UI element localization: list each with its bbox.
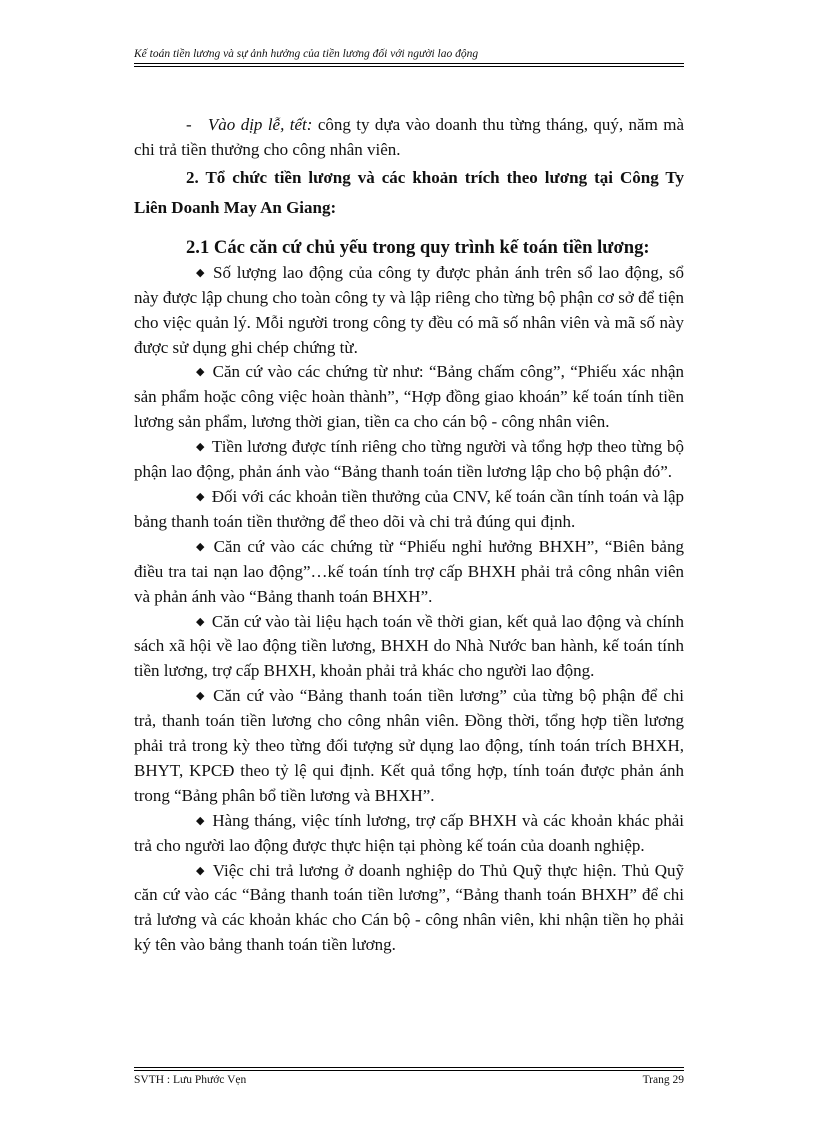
header-divider xyxy=(134,63,684,67)
diamond-bullet-icon: ◆ xyxy=(196,814,206,827)
diamond-bullet-icon: ◆ xyxy=(196,540,207,553)
bullet-text: Căn cứ vào tài liệu hạch toán về thời gian, kết quả lao động và chính sách xã hội về lao động tiền lương, BHXH do Nhà Nước ban hành, kế toán tính tiền lương, trợ cấp BHXH, khoản phải trả khác cho người lao động. xyxy=(134,611,684,681)
diamond-bullet-icon: ◆ xyxy=(196,441,205,454)
bullet-paragraph xyxy=(134,684,684,809)
intro-text: công ty dựa vào doanh thu từng tháng, quý, năm mà chi trả tiền thưởng cho công nhân viên. xyxy=(134,115,685,159)
diamond-bullet-icon: ◆ xyxy=(196,615,205,628)
intro-dash: - xyxy=(186,115,192,134)
running-header: Kế toán tiền lương và sự ảnh hưởng của tiền lương đối với người lao động xyxy=(134,48,479,60)
bullet-text: Việc chi trả lương ở doanh nghiệp do Thủ Quỹ thực hiện. Thủ Quỹ căn cứ vào các “Bảng thanh toán tiền lương”, “Bảng thanh toán BHXH” để chi trả lương và các khoản khác cho Cán bộ - công nhân viên, khi nhận tiền họ phải ký tên vào bảng thanh toán tiền lương. xyxy=(134,860,684,955)
bullet-text: Tiền lương được tính riêng cho từng người và tổng hợp theo từng bộ phận lao động, phản ánh vào “Bảng thanh toán tiền lương lập cho bộ phận đó”. xyxy=(134,437,684,482)
bullet-paragraph xyxy=(134,535,684,610)
diamond-bullet-icon: ◆ xyxy=(196,366,206,379)
bullet-paragraph xyxy=(134,809,684,859)
footer-divider xyxy=(134,1067,684,1071)
bullet-text: Căn cứ vào các chứng từ “Phiếu nghỉ hưởng BHXH”, “Biên bảng điều tra tai nạn lao động”…kế toán tính trợ cấp BHXH phải trả công nhân viên và phản ánh vào “Bảng thanh toán BHXH”. xyxy=(134,536,684,606)
footer-author: SVTH : Lưu Phước Vẹn xyxy=(134,1074,247,1086)
bullet-paragraph xyxy=(134,610,684,685)
diamond-bullet-icon: ◆ xyxy=(196,864,206,877)
intro-paragraph xyxy=(134,113,684,163)
section-2-heading: 2. Tổ chức tiền lương và các khoản trích theo lương tại Công Ty Liên Doanh May An Giang: xyxy=(134,167,684,217)
bullet-text: Căn cứ vào các chứng từ như: “Bảng chấm công”, “Phiếu xác nhận sản phẩm hoặc công việc hoàn thành”, “Hợp đồng giao khoán” kế toán tính tiền lương sản phẩm, lương thời gian, tiền ca cho cán bộ - công nhân viên. xyxy=(134,362,684,432)
bullet-paragraph xyxy=(134,859,684,959)
diamond-bullet-icon: ◆ xyxy=(196,490,205,503)
diamond-bullet-icon: ◆ xyxy=(196,266,206,279)
page-body xyxy=(134,113,684,958)
page-number: Trang 29 xyxy=(642,1074,684,1086)
diamond-bullet-icon: ◆ xyxy=(196,690,207,703)
bullet-paragraph xyxy=(134,485,684,535)
bullet-text: Số lượng lao động của công ty được phản ánh trên sổ lao động, sổ này được lập chung cho toàn công ty và lập riêng cho từng bộ phận cơ sở để tiện cho việc quản lý. Mỗi người trong công ty đều có mã số nhân viên và mã số này được sử dụng ghi chép chứng từ. xyxy=(134,262,684,357)
bullet-text: Hàng tháng, việc tính lương, trợ cấp BHXH và các khoản khác phải trả cho người lao động được thực hiện tại phòng kế toán của doanh nghiệp. xyxy=(134,810,684,855)
bullet-paragraph xyxy=(134,360,684,435)
bullet-paragraph xyxy=(134,435,684,485)
bullet-paragraph xyxy=(134,261,684,361)
intro-italic: Vào dịp lễ, tết: xyxy=(207,115,313,134)
bullet-text: Đối với các khoản tiền thưởng của CNV, kế toán cần tính toán và lập bảng thanh toán tiền thưởng để theo dõi và chi trả đúng qui định. xyxy=(134,486,684,531)
bullet-text: Căn cứ vào “Bảng thanh toán tiền lương” của từng bộ phận để chi trả, thanh toán tiền lương cho công nhân viên. Đồng thời, tổng hợp tiền lương phải trả trong kỳ theo từng đối tượng sử dụng lao động, tính toán trích BHXH, BHYT, KPCĐ theo tỷ lệ qui định. Kết quả tổng hợp, tính toán được phản ánh trong “Bảng phân bổ tiền lương và BHXH”. xyxy=(134,686,684,805)
section-2-1-heading: 2.1 Các căn cứ chủ yếu trong quy trình kế toán tiền lương: xyxy=(186,236,650,258)
